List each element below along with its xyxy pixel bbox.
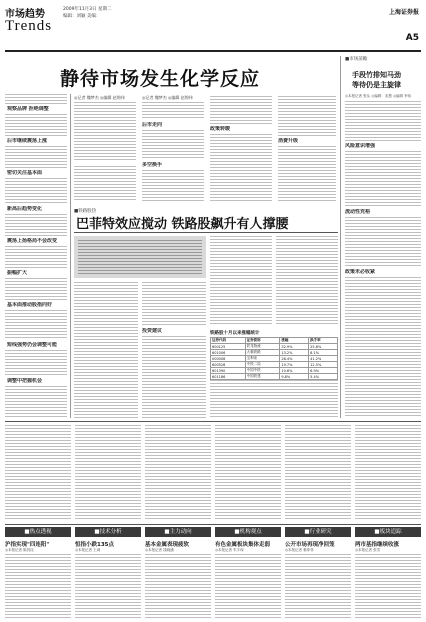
byline-right: ◎记者 魏梦杰 ◎编辑 赵锦伟: [142, 95, 193, 100]
bottom-col-6-byline: ◎本报记者 张雪: [355, 548, 381, 552]
sidebar-title-2: 等待仍是主旋律: [352, 81, 401, 89]
table-cell: 601390: [211, 368, 246, 374]
table-cell: 中国铁建: [245, 374, 280, 380]
left-subhead-4: 新高后趋势变化: [7, 206, 43, 212]
footer-tab-5[interactable]: ■行业研究: [285, 527, 351, 537]
sidebar-byline: ◎本报记者 张从 ◎编辑：宋慧 ◎编辑 李伟: [345, 94, 412, 98]
bottom-col-4-byline: ◎本报记者 朱宇琛: [215, 548, 244, 552]
left-subhead-9: 调整中把握机会: [7, 378, 43, 384]
bottom-col-4-title: 有色金属板块集体走弱: [215, 542, 271, 548]
bottom-col-3-byline: ◎本报记者 钱晓涵: [145, 548, 174, 552]
bottom-col-2-title: 恒指小跌135点: [75, 542, 114, 548]
bottom-col-1-title: 沪指实现"四连阳": [5, 542, 50, 548]
section-title-en: Trends: [5, 18, 53, 34]
table-cell: 000008: [211, 356, 246, 362]
left-subhead-1: 观察品牌 拒绝调整: [7, 106, 49, 112]
mid-subhead-4: 消费升级: [278, 138, 299, 144]
page-number: A5: [405, 33, 419, 43]
table-cell: 8.1%: [309, 350, 338, 356]
sidebar-subhead-2: 流动性充裕: [345, 209, 371, 215]
paper-name: 上海证券报: [388, 9, 419, 16]
table-cell: 19.7%: [280, 362, 309, 368]
footer-tab-6[interactable]: ■板块追踪: [355, 527, 421, 537]
mid-subhead-3: 政策转暖: [210, 126, 231, 132]
byline-left: ◎记者 魏梦杰 ◎编辑 赵锦伟: [74, 95, 125, 100]
table-header-cell: 证券代码: [211, 338, 246, 344]
table-cell: 12.5%: [309, 362, 338, 368]
table-cell: 601186: [211, 374, 246, 380]
lead-box: [74, 236, 206, 278]
masthead: [5, 5, 421, 49]
sidebar-subhead-3: 政策未必收紧: [345, 269, 376, 275]
left-subhead-8: 短线强势仍会调整可能: [7, 342, 58, 348]
table-cell: 601006: [211, 350, 246, 356]
table-cell: 600528: [211, 362, 246, 368]
left-subhead-5: 震荡上扬格局不会改变: [7, 238, 58, 244]
footer-tab-4[interactable]: ■机构观点: [215, 527, 281, 537]
banner-kicker: ■铁路股热: [74, 209, 97, 214]
mid-subhead-5: 投资建议: [142, 328, 163, 334]
table-caption: 铁路股十月以来涨幅统计: [210, 331, 260, 336]
table-header-cell: 证券简称: [245, 338, 280, 344]
bottom-col-5-byline: ◎本报记者 秦菲菲: [285, 548, 314, 552]
section-title-cn: 市场趋势: [5, 9, 45, 20]
bottom-col-2-byline: ◎本报记者 王诚: [75, 548, 101, 552]
table-row: [211, 374, 338, 380]
table-cell: 41.2%: [309, 356, 338, 362]
masthead-rule: [5, 50, 421, 52]
bottom-col-1-byline: ◎本报记者 陈其珏: [5, 548, 34, 552]
table-cell: 600125: [211, 344, 246, 350]
table-header-cell: 换手率: [309, 338, 338, 344]
bottom-col-3-title: 基本金属表现疲软: [145, 542, 190, 548]
bottom-columns: [5, 540, 421, 618]
table-cell: 中铁二局: [245, 362, 280, 368]
table-cell: 13.2%: [280, 350, 309, 356]
table-cell: 9.8%: [280, 374, 309, 380]
issue-date: 2009年11月3日 星期二: [63, 7, 112, 12]
left-column: [5, 94, 67, 418]
table-cell: 28.4%: [280, 356, 309, 362]
table-cell: 25.6%: [309, 344, 338, 350]
footer-tab-3[interactable]: ■主力动向: [145, 527, 211, 537]
table-cell: 宝利来: [245, 356, 280, 362]
table-cell: 5.4%: [309, 374, 338, 380]
sidebar-tag: ■市场前瞻: [345, 57, 368, 62]
left-subhead-6: 振幅扩大: [7, 270, 28, 276]
bottom-col-5-title: 公开市场再现净回笼: [285, 542, 335, 548]
table-cell: 铁龙物流: [245, 344, 280, 350]
sidebar-title-1: 手段竹排知马劲: [352, 71, 401, 79]
table-cell: 中国中铁: [245, 368, 280, 374]
table-cell: 大秦铁路: [245, 350, 280, 356]
left-subhead-3: 密切关注基本面: [7, 170, 43, 176]
mid-subhead-2: 多空换手: [142, 162, 163, 168]
left-subhead-7: 基本面推动股指向好: [7, 302, 53, 308]
stock-table: [210, 337, 338, 380]
issue-editor: 编辑：刘颖 美编：: [63, 14, 101, 19]
footer-tab-1[interactable]: ■热点透视: [5, 527, 71, 537]
left-subhead-2: 后市继续震荡上涨: [7, 138, 48, 144]
table-cell: 10.6%: [280, 368, 309, 374]
mid-subhead-1: 后市走向: [142, 122, 163, 128]
table-header-cell: 涨幅: [280, 338, 309, 344]
sidebar-subhead-1: 风险意识增强: [345, 143, 376, 149]
table-cell: 6.9%: [309, 368, 338, 374]
main-headline: 静待市场发生化学反应: [60, 68, 261, 90]
bottom-col-6-title: 两市基指继续收涨: [355, 542, 400, 548]
banner-headline: 巴菲特效应搅动 铁路股飙升有人撑腰: [76, 217, 289, 232]
footer-tab-2[interactable]: ■技术分析: [75, 527, 141, 537]
table-cell: 32.9%: [280, 344, 309, 350]
